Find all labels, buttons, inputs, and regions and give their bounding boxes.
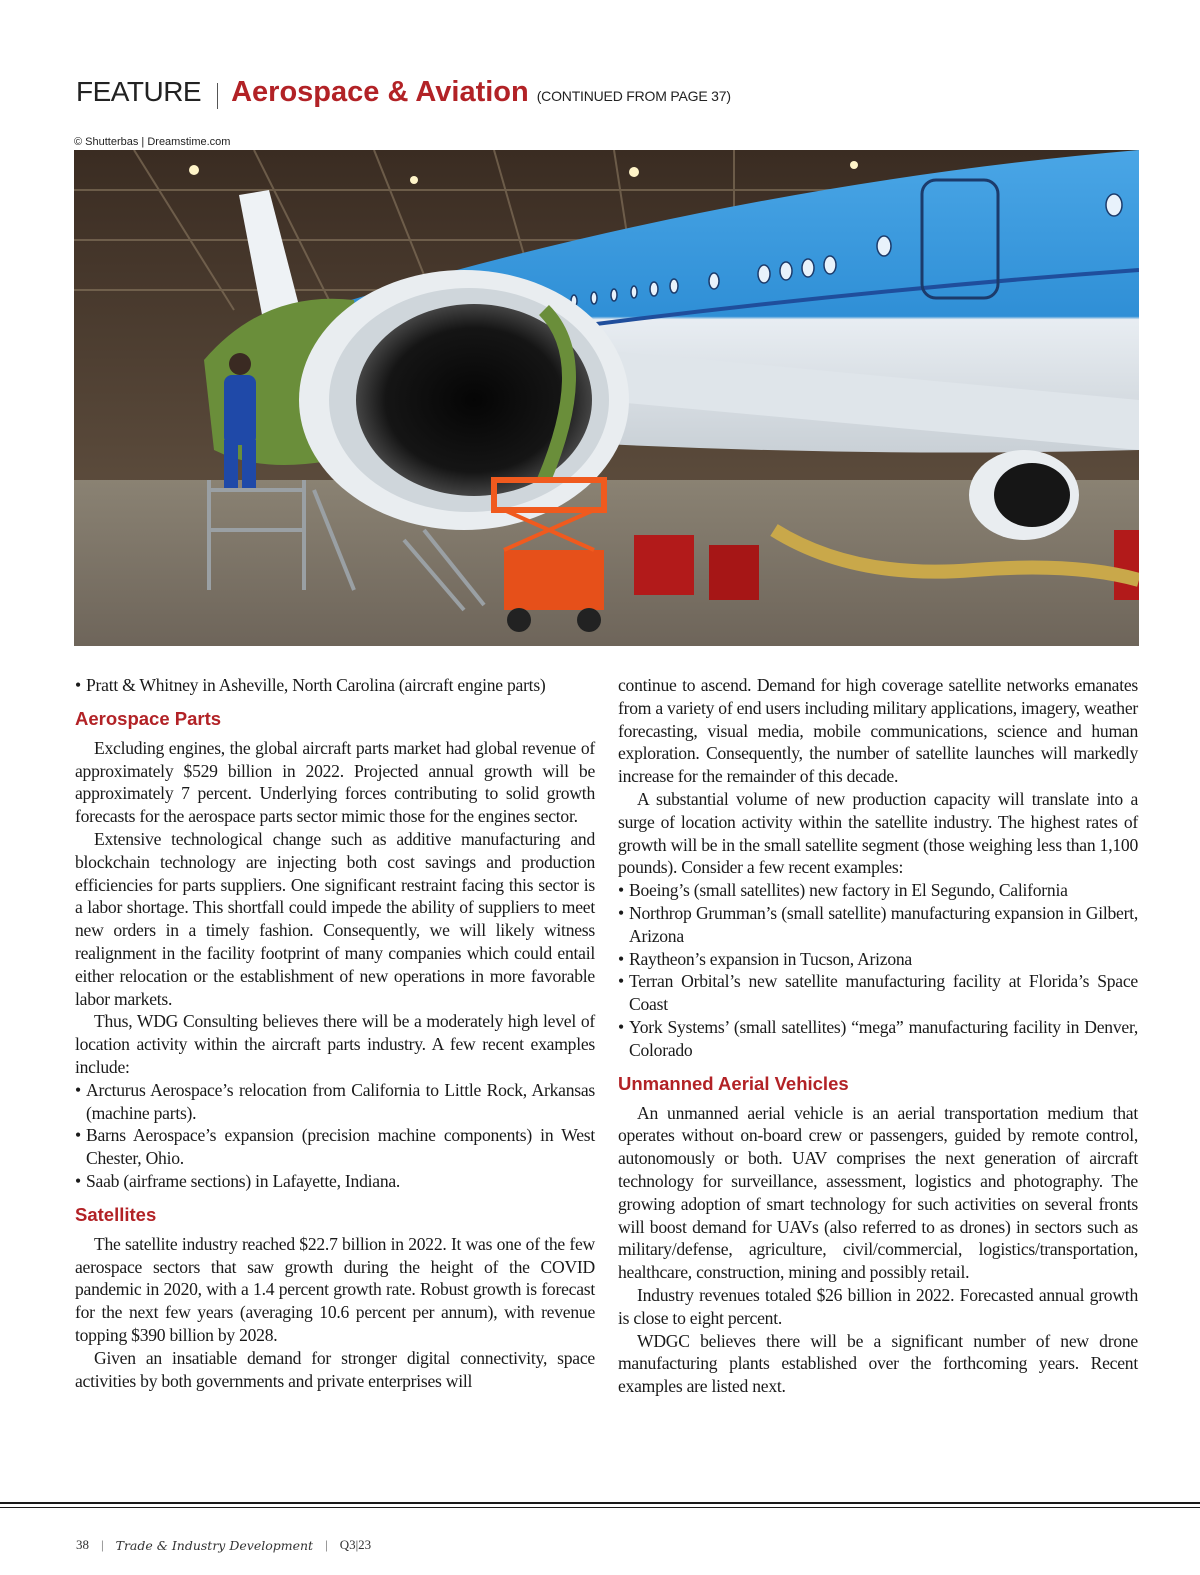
section-label: FEATURE [76,76,202,107]
paragraph: The satellite industry reached $22.7 billion in 2022. It was one of the few aerospace sectors that saw growth during the height of the COVID pandemic in 2020, with a 1.4 percent growth rate. Robust growth is forecast for the next few years (averaging 10.6 percent per annum), with revenue topping $390 billion by 2028. [75,1233,595,1345]
airliner-in-hangar-icon [74,150,1139,646]
heading-satellites: Satellites [75,1203,157,1225]
paragraph: Thus, WDG Consulting believes there will be a moderately high level of location activity within the aircraft parts industry. A few recent examples include: [75,1011,595,1077]
continued-note: (CONTINUED FROM PAGE 37) [536,88,731,104]
bullet-mark: • [75,1125,81,1146]
feature-title: Aerospace & Aviation [231,76,529,108]
list-item [75,1124,595,1170]
bullet-text: Raytheon’s expansion in Tucson, Arizona [629,948,912,969]
issue-label: Q3|23 [339,1537,372,1552]
bullet-text: York Systems’ (small satellites) “mega” manufacturing facility in Denver, Colorado [629,1016,1138,1060]
hangar-photo [74,150,1139,646]
footer-divider: | [101,1537,104,1552]
magazine-name: Trade & Industry Development [115,1537,314,1553]
bullet-text: Northrop Grumman’s (small satellite) manufacturing expansion in Gilbert, Arizona [629,902,1138,946]
heading-aerospace-parts: Aerospace Parts [75,707,222,729]
paragraph: A substantial volume of new production capacity will translate into a surge of location activity within the satellite industry. The highest rates of growth will be in the small satellite segment (those weighing less than 1,100 pounds). Consider a few recent examples: [618,788,1138,878]
photo-credit: © Shutterbas | Dreamstime.com [74,136,231,148]
footer-rule-thin [0,1507,1200,1508]
paragraph: Excluding engines, the global aircraft parts market had global revenue of approximately $529 billion in 2022. Projected annual growth will be approximately 7 percent. Underlying forces contributing to solid growth forecasts for the aerospace parts sector mimic those for the engines sector. [75,737,595,827]
page-number: 38 [76,1537,89,1552]
page-footer [76,1537,371,1553]
bullet-text: Saab (airframe sections) in Lafayette, Indiana. [86,1170,401,1191]
list-item [618,948,1138,971]
bullet-text: Boeing’s (small satellites) new factory in El Segundo, California [629,880,1068,901]
bullet-mark: • [618,971,624,992]
paragraph: continue to ascend. Demand for high coverage satellite networks emanates from a variety of end users including military applications, imagery, weather forecasting, visual media, mobile communications, science and human exploration. Consequently, the number of satellite launches will markedly increase for the remainder of this decade. [618,675,1138,787]
footer-divider: | [325,1537,328,1552]
bullet-mark: • [75,1079,81,1100]
left-column [75,674,595,1392]
list-item [618,879,1138,902]
page-header [76,76,731,116]
bullet-mark: • [75,1170,81,1191]
list-item [75,1170,595,1193]
paragraph: Industry revenues totaled $26 billion in 2022. Forecasted annual growth is close to eight percent. [618,1284,1138,1328]
paragraph: Extensive technological change such as additive manufacturing and blockchain technology are injecting both cost savings and production efficiencies for parts suppliers. One significant restraint facing this sector is a labor shortage. This shortfall could impede the ability of suppliers to meet new orders in a timely fashion. Consequently, we will likely witness realignment in the facility footprint of many companies which could entail either relocation or the establishment of new operations in more favorable labor markets. [75,828,595,1009]
list-item [75,674,595,697]
list-item [618,970,1138,1016]
paragraph: Given an insatiable demand for stronger digital connectivity, space activities by both governments and private enterprises will [75,1347,595,1391]
paragraph: WDGC believes there will be a significant number of new drone manufacturing plants established over the forthcoming years. Recent examples are listed next. [618,1330,1138,1397]
bullet-mark: • [618,902,624,923]
bullet-mark: • [618,1016,624,1037]
list-item [618,1016,1138,1062]
list-item [75,1079,595,1125]
paragraph: An unmanned aerial vehicle is an aerial transportation medium that operates without on-board crew or passengers, guided by remote control, autonomously or both. UAV comprises the next generation of aircraft technology for surveillance, assessment, logistics and photography. The growing adoption of smart technology for such activities on several fronts will boost demand for UAVs (also referred to as drones) in sectors such as military/defense, agriculture, civil/commercial, logistics/transportation, healthcare, construction, mining and possibly retail. [618,1102,1138,1283]
header-divider [217,83,218,109]
bullet-text: Pratt & Whitney in Asheville, North Carolina (aircraft engine parts) [86,675,546,695]
bullet-mark: • [618,880,624,901]
bullet-text: Barns Aerospace’s expansion (precision machine components) in West Chester, Ohio. [86,1125,595,1169]
bullet-text: Terran Orbital’s new satellite manufacturing facility at Florida’s Space Coast [629,971,1138,1015]
footer-rule [0,1502,1200,1504]
heading-unmanned-aerial-vehicles: Unmanned Aerial Vehicles [618,1072,849,1094]
list-item [618,902,1138,948]
bullet-text: Arcturus Aerospace’s relocation from California to Little Rock, Arkansas (machine parts). [86,1079,595,1123]
bullet-mark: • [618,948,624,969]
bullet-mark: • [75,675,81,695]
right-column [618,674,1138,1398]
